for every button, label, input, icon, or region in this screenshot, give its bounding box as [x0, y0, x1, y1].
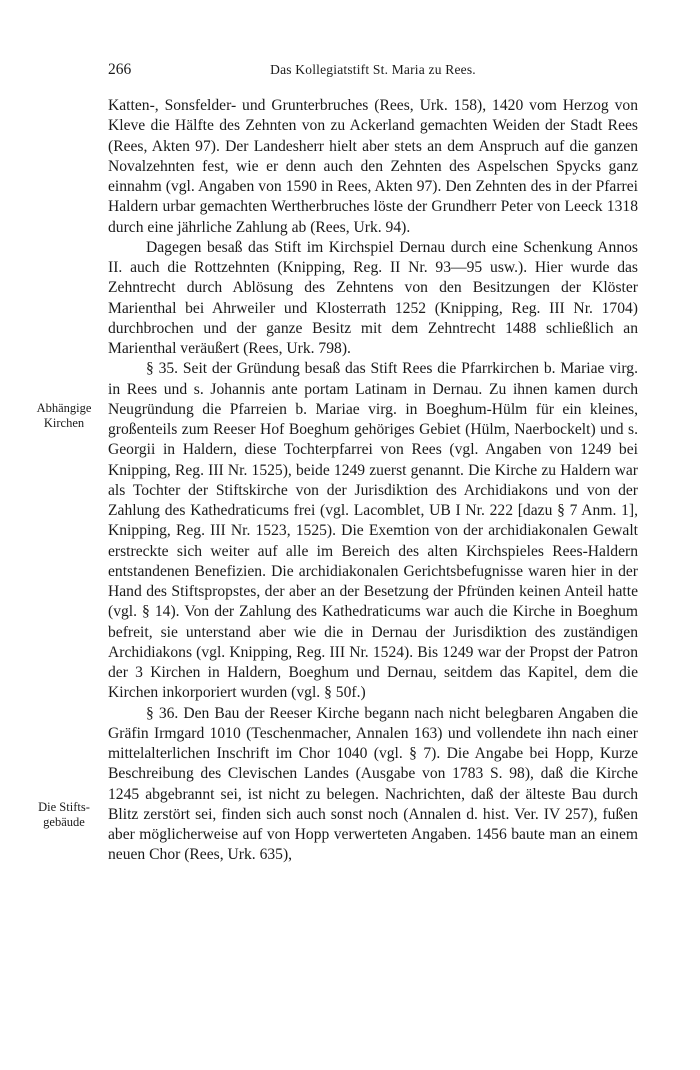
- page-number: 266: [108, 61, 132, 78]
- margin-note-stiftsgebaeude: Die Stifts-gebäude: [38, 800, 90, 829]
- paragraph-dernau: Dagegen besaß das Stift im Kirchspiel Dernau durch eine Schenkung Annos II. auch die Rottzehnten (Knipping, Reg. II Nr. 93—95 usw.). Hier wurde das Zehntrecht durch Ablösung des Zehntens von den Besitzungen der Klöster Marienthal bei Ahrweiler und Klosterrath 1252 (Knipping, Reg. III Nr. 1704) durchbrochen und der ganze Besitz mit dem Zehntrecht 1488 schließlich an Marienthal veräußert (Rees, Urk. 798).: [108, 238, 638, 357]
- paragraph-section-35: § 35. Seit der Gründung besaß das Stift Rees die Pfarrkirchen b. Mariae virg. in Rees und s. Johannis ante portam Latinam in Dernau. Zu ihnen kamen durch Neugründung die Pfarreien b. Mariae virg. in Boeghum-Hülm für ein kleines, großenteils zum Reeser Hof Boeghum gehöriges Gebiet (Hülm, Naerbockelt) und s. Georgii in Haldern, diese Tochterpfarrei von Rees (vgl. Angaben von 1249 bei Knipping, Reg. III Nr. 1525), beide 1249 zuerst genannt. Die Kirche zu Haldern war als Tochter der Stiftskirche von der Jurisdiktion des Archidiakons und von der Zahlung des Kathedraticums frei (vgl. Lacomblet, UB I Nr. 222 [dazu § 7 Anm. 1], Knipping, Reg. III Nr. 1523, 1525). Die Exemtion von der archidiakonalen Gewalt erstreckte sich weiter auf alle im Bereich des alten Kirchspieles Rees-Haldern entstandenen Benefizien. Die archidiakonalen Gerichtsbefugnisse waren hier in der Hand des Stiftspropstes, der aber an der Besetzung der Pfründen keinen Anteil hatte (vgl. § 14). Von der Zahlung des Kathedraticums war auch die Kirche in Boeghum befreit, sie unterstand aber wie die in Dernau der Jurisdiktion des zuständigen Archidiakons (vgl. Knipping, Reg. III Nr. 1524). Bis 1249 war der Propst der Patron der 3 Kirchen in Haldern, Boeghum und Dernau, seitdem das Kapitel, dem die Kirchen inkorporiert wurden (vgl. § 50f.): [108, 360, 638, 702]
- page-header: [108, 61, 638, 83]
- body-text: [108, 96, 638, 866]
- paragraph-continuation: Katten-, Sonsfelder- und Grunterbruches (Rees, Urk. 158), 1420 vom Herzog von Kleve die Hälfte des Zehnten von zu Ackerland gemachten Weiden der Stadt Rees (Rees, Akten 97). Der Landesherr hielt aber stets an dem Anspruch auf die ganzen Novalzehnten fest, wie er denn auch den Zehnten des Aspelschen Spycks ganz einnahm (vgl. Angaben von 1590 in Rees, Akten 97). Den Zehnten des in der Pfarrei Haldern urbar gemachten Wertherbruches löste der Grundherr Peter von Leeck 1318 durch eine jährliche Zahlung ab (Rees, Urk. 94).: [108, 97, 638, 236]
- running-title: Das Kollegiatstift St. Maria zu Rees.: [270, 62, 476, 77]
- margin-note-abhaengige-kirchen: Abhängige Kirchen: [36, 401, 92, 430]
- paragraph-section-36: § 36. Den Bau der Reeser Kirche begann nach nicht belegbaren Angaben die Gräfin Irmgard 1010 (Teschenmacher, Annalen 163) und vollendete ihn nach einer mittelalterlichen Inschrift im Chor 1040 (vgl. § 7). Die Angabe bei Hopp, Kurze Beschreibung des Clevischen Landes (Ausgabe von 1783 S. 98), daß die Kirche 1245 abgebrannt sei, ist nicht zu belegen. Nachrichten, daß der älteste Bau durch Blitz zerstört sei, finden sich auch sonst noch (Annalen d. hist. Ver. IV 257), fußen aber möglicherweise auf von Hopp verwerteten Angaben. 1456 baute man an einem neuen Chor (Rees, Urk. 635),: [108, 704, 638, 864]
